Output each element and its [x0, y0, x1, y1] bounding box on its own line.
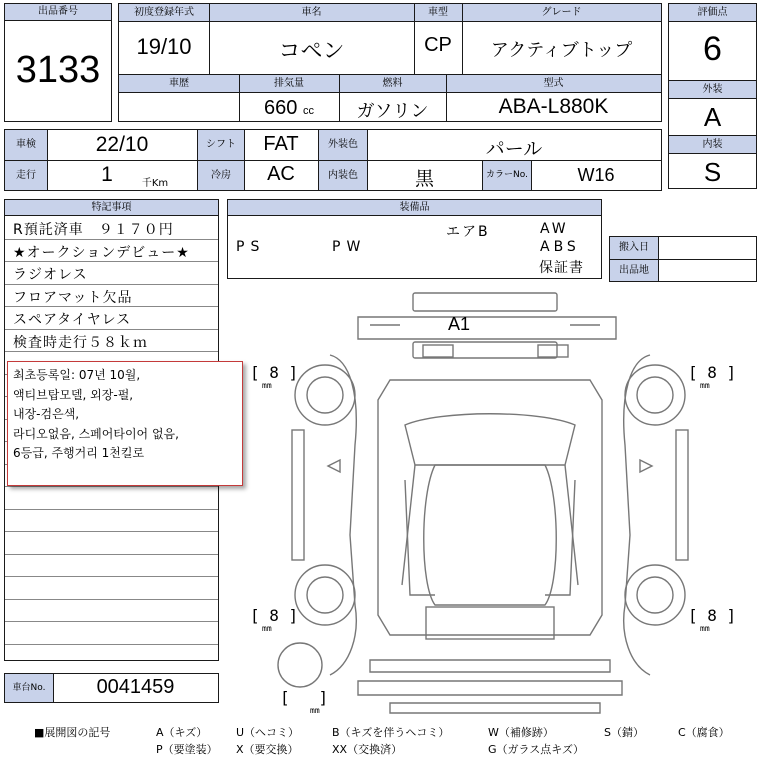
tire-rl-depth: 8 [269, 606, 279, 625]
car-name-label: 車名 [209, 4, 414, 21]
model-label: 型式 [446, 75, 661, 92]
equipment-title: 装備品 [228, 200, 601, 216]
note-line: フロアマット欠品 [13, 289, 133, 306]
note-rule [5, 531, 218, 532]
lot-number-box [4, 3, 112, 122]
tire-rl-unit: mm [262, 624, 272, 633]
fuel-label: 燃料 [339, 75, 446, 92]
lot-number-label: 出品番号 [5, 4, 111, 21]
popup-line: 최초등록일: 07년 10월, [13, 368, 141, 382]
note-rule [5, 576, 218, 577]
tire-front-right: [ 8 mm ] [688, 363, 737, 390]
frame-no-label: 車台No. [5, 674, 53, 702]
score-box [668, 3, 757, 189]
damage-code-a1: A1 [448, 314, 471, 334]
ac-label: 冷房 [198, 161, 244, 190]
note-rule [5, 644, 218, 645]
vehicle-info-box [118, 3, 662, 122]
exterior-grade-label: 外装 [669, 81, 756, 98]
status-box [4, 129, 662, 191]
mileage-value: 1 [101, 163, 113, 186]
tire-front-left: [ 8 mm ] [250, 363, 299, 390]
note-rule [5, 509, 218, 510]
legend-u: U（ヘコミ） [236, 726, 300, 739]
displacement-value [239, 97, 339, 120]
notes-title: 特記事項 [5, 200, 218, 216]
shift-label: シフト [198, 130, 244, 160]
displacement-label: 排気量 [239, 75, 339, 92]
ac-value: AC [267, 163, 295, 185]
equip-warranty: 保証書 [539, 260, 584, 276]
legend-x: X（要交換） [236, 743, 299, 756]
tire-fl-unit: mm [262, 381, 272, 390]
tire-fl-depth: 8 [269, 363, 279, 382]
tire-rr-unit: mm [700, 624, 710, 633]
car-type-label: 車型 [414, 4, 462, 21]
car-name-value: コペン [278, 39, 345, 64]
score-value: 6 [703, 30, 722, 68]
equip-abs: ABS [540, 239, 580, 255]
legend-a: A（キズ） [156, 726, 208, 739]
frame-no-box [4, 673, 219, 703]
equip-ps: PS [236, 239, 266, 255]
interior-grade-label: 内装 [669, 136, 756, 153]
legend-c: C（腐食） [678, 726, 730, 739]
history-label: 車歴 [119, 75, 239, 92]
tire-rr-depth: 8 [707, 606, 717, 625]
popup-line: 액티브탑모델, 외장-펄, [13, 387, 134, 402]
mileage-unit: 千Km [141, 178, 169, 189]
lot-number: 3133 [15, 49, 101, 91]
tire-spare: [ mm ] [280, 688, 329, 715]
tire-rear-left: [ 8 mm ] [250, 606, 299, 633]
popup-line: 내장-검은색, [13, 407, 80, 421]
color-no-label: カラーNo. [483, 161, 531, 190]
first-reg-label: 初度登録年式 [119, 4, 209, 21]
popup-line: 6등급, 주행거리 1천킬로 [13, 446, 145, 460]
score-label: 評価点 [669, 4, 756, 21]
grade-value: アクティブトップ [490, 40, 633, 61]
equipment-box [227, 199, 602, 279]
legend-title: ■展開図の記号 [34, 726, 111, 739]
damage-diagram [230, 285, 750, 720]
legend-g: G（ガラス点キズ） [488, 743, 584, 756]
note-line: 検査時走行５８ｋｍ [13, 334, 148, 351]
note-rule [5, 621, 218, 622]
tire-fr-depth: 8 [707, 363, 717, 382]
color-no-value: W16 [577, 165, 615, 185]
origin-label: 出品地 [610, 260, 658, 281]
exterior-grade-value: A [703, 102, 722, 132]
mileage-label: 走行 [5, 161, 47, 190]
delivery-box [609, 236, 757, 282]
note-line: スペアタイヤレス [13, 312, 132, 328]
car-type-value: CP [424, 34, 452, 56]
note-line: ★オークションデビュー★ [13, 244, 190, 261]
note-line: R預託済車 ９１７０円 [13, 222, 174, 238]
fuel-value: ガソリン [356, 101, 429, 122]
note-line: ラジオレス [13, 267, 88, 283]
int-color-value: 黒 [414, 168, 434, 190]
legend-p: P（要塗装） [156, 743, 218, 756]
inspection-label: 車検 [5, 130, 47, 160]
equip-airbag: エアB [446, 224, 490, 240]
note-rule [5, 554, 218, 555]
model-value: ABA-L880K [498, 95, 609, 118]
legend-b: B（キズを伴うヘコミ） [332, 726, 450, 739]
legend-w: W（補修跡） [488, 726, 554, 739]
tire-spare-unit: mm [310, 706, 320, 715]
first-reg-value: 19/10 [136, 34, 192, 59]
translation-popup [7, 361, 243, 486]
tire-rear-right: [ 8 mm ] [688, 606, 737, 633]
legend-xx: XX（交換済） [332, 743, 403, 756]
int-color-label: 内装色 [319, 161, 367, 190]
shift-value: FAT [263, 133, 299, 155]
interior-grade-value: S [703, 157, 722, 187]
displacement-unit: cc [302, 105, 314, 117]
ext-color-label: 外装色 [319, 130, 367, 160]
frame-no-value: 0041459 [96, 676, 175, 698]
popup-line: 라디오없음, 스페어타이어 없음, [13, 426, 179, 441]
inspection-value: 22/10 [95, 133, 149, 156]
displacement-number: 660 [264, 97, 298, 119]
equip-aw: AW [540, 221, 569, 237]
carry-in-label: 搬入日 [610, 237, 658, 259]
legend-s: S（錆） [604, 726, 644, 739]
ext-color-value: パール [485, 138, 543, 160]
tire-fr-unit: mm [700, 381, 710, 390]
equip-pw: PW [332, 239, 367, 255]
note-rule [5, 599, 218, 600]
note-rule [5, 486, 218, 487]
grade-label: グレード [462, 4, 661, 21]
